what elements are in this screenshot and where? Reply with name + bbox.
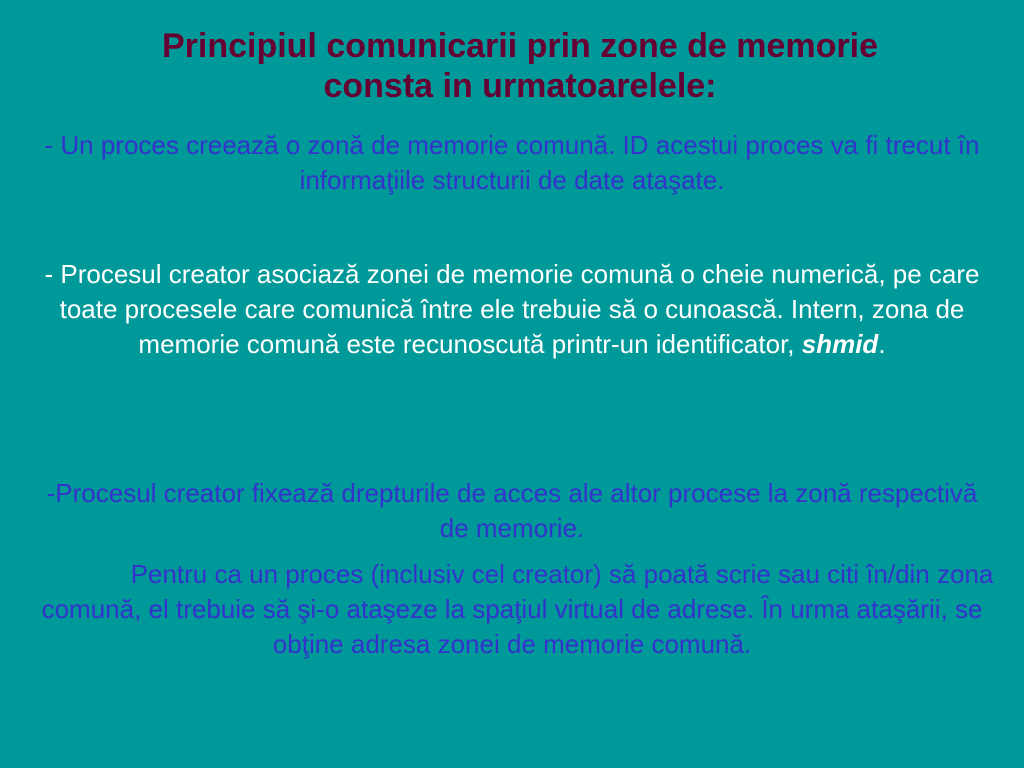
- shmid-term: shmid: [801, 329, 879, 359]
- paragraph-numeric-key-text: - Procesul creator asociază zonei de memorie comună o cheie numerică, pe care toate procesele care comunică între ele trebuie să o cunoască. Intern, zona de memorie comună este recunoscută printr-un identificator,: [44, 259, 980, 359]
- paragraph-access-rights: -Procesul creator fixează drepturile de acces ale altor procese la zonă respectivă de memorie.: [46, 478, 978, 543]
- paragraph-numeric-key: [30, 257, 994, 362]
- slide-title-line-1: Principiul comunicarii prin zone de memorie: [161, 27, 879, 65]
- paragraph-attach-zone: [30, 557, 994, 662]
- paragraph-process-creates-zone: - Un proces creează o zonă de memorie comună. ID acestui proces va fi trecut în informaţiile structurii de date ataşate.: [44, 130, 980, 195]
- slide-title: [40, 26, 1000, 106]
- slide-title-line-2: consta in urmatoarelele:: [323, 67, 717, 105]
- paragraph-attach-zone-text: Pentru ca un proces (inclusiv cel creator) să poată scrie sau citi în/din zona comună, el trebuie să şi-o ataşeze la spaţiul virtual de adrese. În urma ataşării, se obţine adresa zonei de memorie comună.: [41, 559, 994, 659]
- paragraph-numeric-key-end: .: [878, 329, 886, 359]
